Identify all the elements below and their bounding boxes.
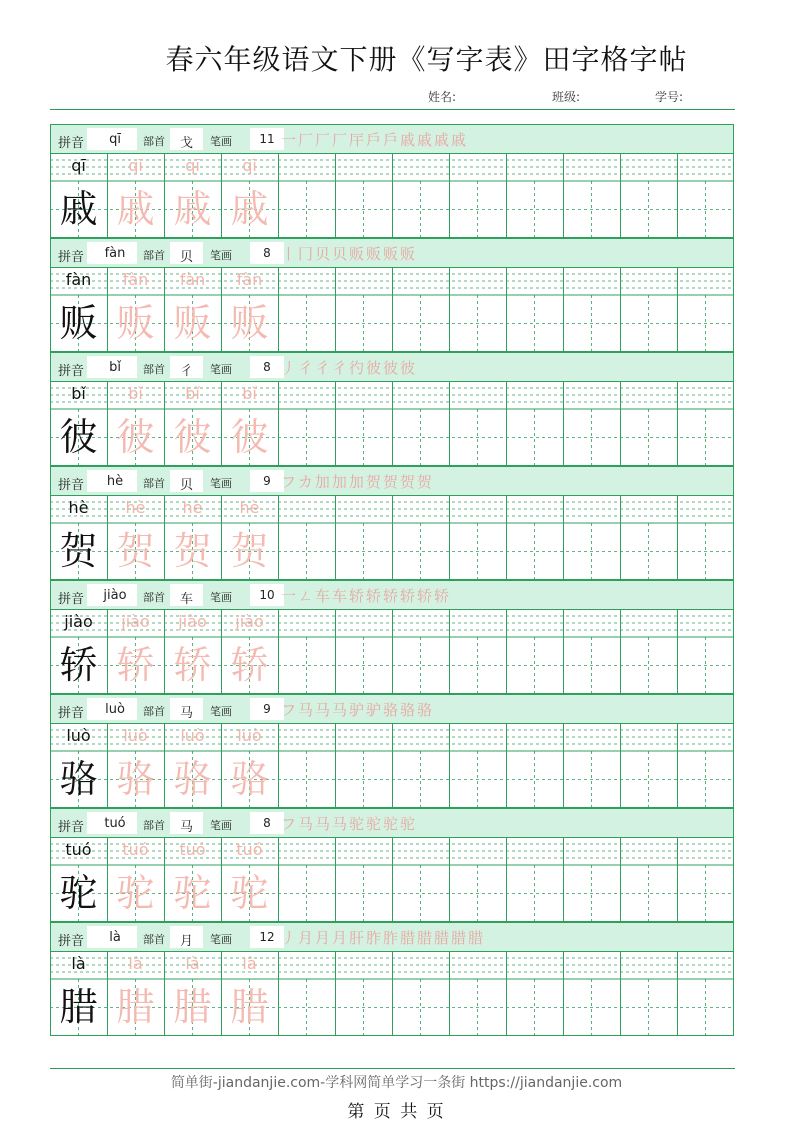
char-block bbox=[50, 580, 734, 694]
character-trace: 贩 bbox=[173, 301, 212, 345]
char-header bbox=[50, 124, 734, 154]
character-trace: 骆 bbox=[230, 757, 269, 801]
tianzige-grid bbox=[50, 723, 734, 808]
stroke-count-value: 9 bbox=[263, 474, 271, 488]
pinyin-model: hè bbox=[68, 498, 89, 517]
character-trace: 贺 bbox=[230, 529, 269, 573]
stroke-count-value: 8 bbox=[263, 360, 271, 374]
char-header bbox=[50, 466, 734, 496]
radical-label: 部首 bbox=[143, 705, 165, 718]
char-block bbox=[50, 466, 734, 580]
tianzige-grid bbox=[50, 837, 734, 922]
char-block bbox=[50, 352, 734, 466]
pinyin-model: qī bbox=[71, 156, 86, 175]
radical-label: 部首 bbox=[143, 933, 165, 946]
character-trace: 贺 bbox=[173, 529, 212, 573]
character-model: 贺 bbox=[59, 529, 98, 573]
pinyin-model: luò bbox=[66, 726, 91, 745]
pinyin-model: fàn bbox=[65, 270, 92, 289]
stroke-count-value: 10 bbox=[259, 588, 275, 602]
pinyin-value: là bbox=[109, 930, 121, 945]
stroke-count-label: 笔画 bbox=[210, 933, 232, 946]
radical-value: 车 bbox=[179, 592, 193, 607]
pinyin-trace: fàn bbox=[179, 270, 206, 289]
character-trace: 骆 bbox=[116, 757, 155, 801]
radical-label: 部首 bbox=[143, 477, 165, 490]
stroke-order: 丿彳彳彳彴彼彼彼 bbox=[281, 359, 418, 377]
pinyin-model: là bbox=[71, 954, 86, 973]
character-trace: 轿 bbox=[173, 643, 212, 687]
stroke-count-label: 笔画 bbox=[210, 363, 232, 376]
pinyin-trace: là bbox=[242, 954, 257, 973]
radical-value: 贝 bbox=[179, 250, 193, 265]
character-trace: 骆 bbox=[173, 757, 212, 801]
pinyin-trace: hè bbox=[239, 498, 260, 517]
character-trace: 驼 bbox=[230, 871, 269, 915]
radical-label: 部首 bbox=[143, 363, 165, 376]
character-model: 骆 bbox=[59, 757, 98, 801]
pinyin-value: tuó bbox=[104, 816, 126, 831]
character-model: 轿 bbox=[59, 643, 98, 687]
footer-text: 简单街-jiandanjie.com-学科网简单学习一条街 https://jiandanjie.com bbox=[170, 1075, 623, 1091]
practice-sheet bbox=[50, 124, 734, 1036]
pinyin-value: fàn bbox=[104, 246, 126, 261]
radical-label: 部首 bbox=[143, 591, 165, 604]
name-label: 姓名: bbox=[428, 90, 457, 104]
character-trace: 戚 bbox=[230, 187, 269, 231]
character-trace: 彼 bbox=[173, 415, 212, 459]
pinyin-trace: qī bbox=[128, 156, 143, 175]
char-header bbox=[50, 352, 734, 382]
stroke-count-value: 8 bbox=[263, 816, 271, 830]
char-block bbox=[50, 808, 734, 922]
pinyin-trace: tuó bbox=[122, 840, 149, 859]
pinyin-trace: fàn bbox=[236, 270, 263, 289]
stroke-order: 一厂厂厂厈戶戶戚戚戚戚 bbox=[281, 131, 469, 149]
stroke-order: 丨冂贝贝贩贩贩贩 bbox=[281, 245, 418, 263]
char-block bbox=[50, 124, 734, 238]
stroke-count-value: 12 bbox=[259, 930, 275, 944]
char-block bbox=[50, 694, 734, 808]
character-trace: 驼 bbox=[116, 871, 155, 915]
student-id-label: 学号: bbox=[655, 90, 684, 104]
pinyin-trace: bǐ bbox=[128, 384, 143, 403]
char-header bbox=[50, 694, 734, 724]
character-model: 腊 bbox=[59, 985, 98, 1029]
pinyin-label: 拼音 bbox=[58, 136, 85, 151]
pinyin-model: tuó bbox=[65, 840, 92, 859]
radical-label: 部首 bbox=[143, 819, 165, 832]
bottom-divider bbox=[50, 1068, 735, 1069]
pinyin-value: luò bbox=[105, 702, 125, 717]
pinyin-trace: hè bbox=[125, 498, 146, 517]
pinyin-label: 拼音 bbox=[58, 364, 85, 379]
radical-value: 贝 bbox=[179, 478, 193, 493]
radical-value: 彳 bbox=[179, 364, 193, 379]
pinyin-model: bǐ bbox=[71, 384, 86, 403]
pinyin-label: 拼音 bbox=[58, 250, 85, 265]
character-model: 彼 bbox=[59, 415, 98, 459]
pinyin-value: bǐ bbox=[109, 360, 121, 375]
char-header bbox=[50, 922, 734, 952]
pinyin-trace: tuó bbox=[236, 840, 263, 859]
pinyin-trace: là bbox=[128, 954, 143, 973]
stroke-count-label: 笔画 bbox=[210, 819, 232, 832]
char-header bbox=[50, 580, 734, 610]
stroke-order: フカ加加加贺贺贺贺 bbox=[281, 473, 434, 491]
page-title: 春六年级语文下册《写字表》田字格字帖 bbox=[165, 43, 688, 76]
pinyin-trace: hè bbox=[182, 498, 203, 517]
pinyin-label: 拼音 bbox=[58, 706, 85, 721]
stroke-order: フ马马马驼驼驼驼 bbox=[281, 815, 418, 833]
character-trace: 贺 bbox=[116, 529, 155, 573]
pinyin-label: 拼音 bbox=[58, 934, 85, 949]
pinyin-trace: jiào bbox=[235, 612, 264, 631]
tianzige-grid bbox=[50, 153, 734, 238]
char-header bbox=[50, 238, 734, 268]
pinyin-value: qī bbox=[109, 132, 121, 147]
pinyin-trace: luò bbox=[237, 726, 262, 745]
pinyin-trace: tuó bbox=[179, 840, 206, 859]
pinyin-label: 拼音 bbox=[58, 820, 85, 835]
character-trace: 轿 bbox=[230, 643, 269, 687]
page-number: 第 页 共 页 bbox=[347, 1102, 446, 1122]
pinyin-trace: luò bbox=[180, 726, 205, 745]
char-block bbox=[50, 238, 734, 352]
char-block bbox=[50, 922, 734, 1036]
stroke-count-label: 笔画 bbox=[210, 135, 232, 148]
pinyin-trace: fàn bbox=[122, 270, 149, 289]
character-trace: 腊 bbox=[230, 985, 269, 1029]
stroke-order: フ马马马驴驴骆骆骆 bbox=[281, 701, 435, 719]
tianzige-grid bbox=[50, 951, 734, 1036]
pinyin-label: 拼音 bbox=[58, 478, 85, 493]
radical-label: 部首 bbox=[143, 135, 165, 148]
character-model: 贩 bbox=[59, 301, 98, 345]
stroke-count-value: 9 bbox=[263, 702, 271, 716]
pinyin-trace: jiào bbox=[178, 612, 207, 631]
stroke-count-value: 11 bbox=[259, 132, 275, 146]
pinyin-trace: qī bbox=[242, 156, 257, 175]
character-trace: 腊 bbox=[116, 985, 155, 1029]
pinyin-value: hè bbox=[106, 474, 124, 489]
character-model: 驼 bbox=[59, 871, 98, 915]
tianzige-grid bbox=[50, 495, 734, 580]
character-trace: 戚 bbox=[116, 187, 155, 231]
radical-label: 部首 bbox=[143, 249, 165, 262]
radical-value: 月 bbox=[179, 934, 193, 949]
character-model: 戚 bbox=[59, 187, 98, 231]
radical-value: 马 bbox=[179, 820, 193, 835]
character-trace: 彼 bbox=[116, 415, 155, 459]
class-label: 班级: bbox=[552, 90, 581, 104]
stroke-order: 一ㄥ车车轿轿轿轿轿轿 bbox=[281, 587, 452, 605]
character-trace: 腊 bbox=[173, 985, 212, 1029]
pinyin-trace: là bbox=[185, 954, 200, 973]
tianzige-grid bbox=[50, 609, 734, 694]
top-divider bbox=[50, 109, 735, 110]
stroke-count-label: 笔画 bbox=[210, 591, 232, 604]
stroke-count-label: 笔画 bbox=[210, 249, 232, 262]
character-trace: 贩 bbox=[116, 301, 155, 345]
pinyin-label: 拼音 bbox=[58, 592, 85, 607]
tianzige-grid bbox=[50, 381, 734, 466]
pinyin-model: jiào bbox=[64, 612, 93, 631]
character-trace: 驼 bbox=[173, 871, 212, 915]
character-trace: 贩 bbox=[230, 301, 269, 345]
radical-value: 马 bbox=[179, 706, 193, 721]
character-trace: 彼 bbox=[230, 415, 269, 459]
pinyin-trace: qī bbox=[185, 156, 200, 175]
character-trace: 轿 bbox=[116, 643, 155, 687]
pinyin-value: jiào bbox=[103, 588, 127, 603]
pinyin-trace: bǐ bbox=[242, 384, 257, 403]
character-trace: 戚 bbox=[173, 187, 212, 231]
pinyin-trace: luò bbox=[123, 726, 148, 745]
stroke-count-label: 笔画 bbox=[210, 477, 232, 490]
pinyin-trace: bǐ bbox=[185, 384, 200, 403]
char-header bbox=[50, 808, 734, 838]
radical-value: 戈 bbox=[179, 136, 193, 151]
tianzige-grid bbox=[50, 267, 734, 352]
stroke-count-label: 笔画 bbox=[210, 705, 232, 718]
stroke-count-value: 8 bbox=[263, 246, 271, 260]
pinyin-trace: jiào bbox=[121, 612, 150, 631]
stroke-order: 丿月月月肝胙胙腊腊腊腊腊 bbox=[281, 929, 486, 947]
